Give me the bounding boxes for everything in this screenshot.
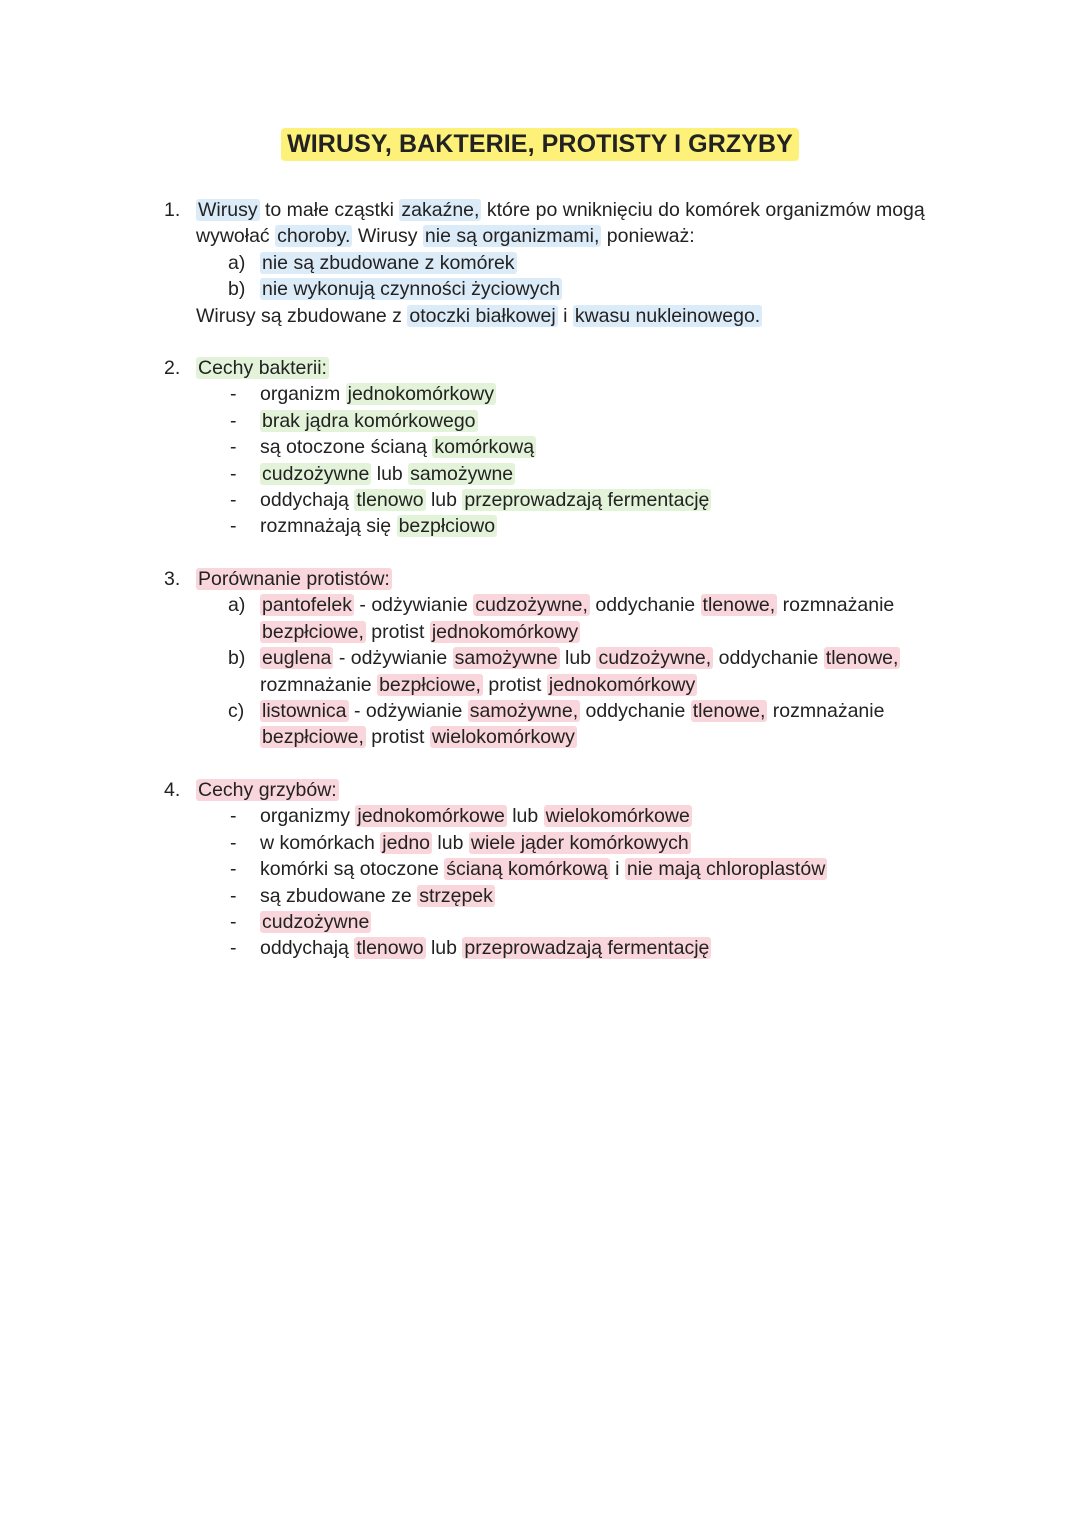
highlighted-term: tlenowe,: [692, 700, 766, 722]
highlighted-term: jednokomórkowy: [431, 621, 579, 643]
section-number: 3.: [164, 568, 181, 590]
highlighted-term: samożywne: [410, 463, 514, 485]
text-line: [260, 856, 827, 882]
text-segment: lub: [425, 489, 463, 511]
highlighted-term: pantofelek: [262, 594, 352, 616]
text-segment: lub: [559, 647, 597, 669]
text-line: [260, 592, 894, 618]
bullet-dash: -: [230, 410, 237, 432]
text-segment: organizmy: [260, 805, 356, 827]
text-line: [260, 724, 577, 750]
text-line: [196, 223, 695, 249]
text-line: [260, 909, 371, 935]
text-segment: oddychanie: [589, 594, 701, 616]
highlighted-term: zakaźne,: [401, 199, 480, 221]
highlighted-term: choroby.: [277, 225, 351, 247]
highlighted-term: Cechy bakterii:: [198, 357, 327, 379]
text-line: [260, 434, 536, 460]
highlighted-term: Wirusy: [198, 199, 258, 221]
text-line: [260, 461, 515, 487]
text-segment: rozmnażanie: [260, 674, 378, 696]
text-line: [196, 303, 762, 329]
list-marker: b): [228, 278, 246, 300]
text-line: [260, 276, 562, 302]
highlighted-term: Cechy grzybów:: [198, 779, 337, 801]
text-line: [260, 803, 692, 829]
text-segment: które po wniknięciu do komórek organizmów mogą: [481, 199, 925, 221]
text-segment: oddychanie: [580, 700, 691, 722]
highlighted-term: jednokomórkowy: [548, 674, 696, 696]
bullet-dash: -: [230, 463, 237, 485]
text-line: [260, 830, 691, 856]
highlighted-term: tlenowe,: [702, 594, 776, 616]
text-line: [260, 381, 496, 407]
highlighted-term: bezpłciowe,: [262, 726, 364, 748]
highlighted-term: wiele jąder komórkowych: [470, 832, 689, 854]
highlighted-term: cudzożywne,: [475, 594, 588, 616]
text-segment: Wirusy: [352, 225, 423, 247]
text-segment: - odżywianie: [333, 647, 453, 669]
highlighted-term: nie są organizmami,: [424, 225, 600, 247]
highlighted-term: tlenowo: [356, 489, 424, 511]
text-line: [260, 619, 580, 645]
text-segment: i: [557, 305, 573, 327]
text-segment: - odżywianie: [354, 594, 474, 616]
highlighted-term: listownica: [262, 700, 347, 722]
highlighted-term: wielokomórkowe: [545, 805, 690, 827]
section-number: 2.: [164, 357, 181, 379]
text-segment: są zbudowane ze: [260, 885, 418, 907]
section-number: 4.: [164, 779, 181, 801]
highlighted-term: samożywne: [454, 647, 558, 669]
text-segment: oddychanie: [713, 647, 824, 669]
text-line: [260, 883, 495, 909]
text-line: [260, 487, 711, 513]
bullet-dash: -: [230, 436, 237, 458]
bullet-dash: -: [230, 911, 237, 933]
text-segment: rozmnażają się: [260, 515, 397, 537]
text-line: [260, 408, 478, 434]
text-segment: są otoczone ścianą: [260, 436, 433, 458]
list-marker: a): [228, 252, 246, 274]
section-number: 1.: [164, 199, 181, 221]
text-line: [260, 935, 711, 961]
bullet-dash: -: [230, 832, 237, 854]
highlighted-term: nie mają chloroplastów: [626, 858, 826, 880]
highlighted-term: przeprowadzają fermentację: [464, 489, 710, 511]
highlighted-term: jedno: [382, 832, 431, 854]
highlighted-term: strzępek: [419, 885, 493, 907]
bullet-dash: -: [230, 858, 237, 880]
text-segment: - odżywianie: [348, 700, 468, 722]
text-segment: protist: [365, 726, 430, 748]
highlighted-term: bezpłciowe,: [379, 674, 481, 696]
text-segment: lub: [506, 805, 544, 827]
highlighted-term: samożywne,: [469, 700, 579, 722]
highlighted-term: bezpłciowo: [398, 515, 496, 537]
text-segment: lub: [371, 463, 409, 485]
highlighted-term: cudzożywne: [262, 463, 370, 485]
highlighted-term: nie wykonują czynności życiowych: [262, 278, 561, 300]
document-title: WIRUSY, BAKTERIE, PROTISTY I GRZYBY: [281, 128, 799, 161]
text-segment: protist: [482, 674, 547, 696]
text-line: [260, 698, 884, 724]
highlighted-term: jednokomórkowy: [347, 383, 494, 405]
highlighted-term: euglena: [262, 647, 332, 669]
highlighted-term: przeprowadzają fermentację: [464, 937, 710, 959]
highlighted-term: ścianą komórkową: [446, 858, 608, 880]
bullet-dash: -: [230, 515, 237, 537]
text-segment: w komórkach: [260, 832, 381, 854]
highlighted-term: Porównanie protistów:: [198, 568, 390, 590]
text-segment: rozmnażanie: [777, 594, 895, 616]
highlighted-term: tlenowo: [356, 937, 424, 959]
bullet-dash: -: [230, 383, 237, 405]
text-segment: oddychają: [260, 489, 355, 511]
list-marker: c): [228, 700, 245, 722]
text-segment: lub: [432, 832, 469, 854]
text-line: [196, 355, 329, 381]
text-line: [260, 250, 517, 276]
text-line: [196, 777, 339, 803]
text-line: [196, 197, 925, 223]
text-segment: ponieważ:: [601, 225, 695, 247]
text-segment: wywołać: [196, 225, 276, 247]
highlighted-term: tlenowe,: [825, 647, 899, 669]
text-segment: rozmnażanie: [767, 700, 885, 722]
text-line: [260, 645, 900, 671]
list-marker: a): [228, 594, 246, 616]
text-segment: protist: [365, 621, 430, 643]
bullet-dash: -: [230, 885, 237, 907]
text-segment: organizm: [260, 383, 346, 405]
bullet-dash: -: [230, 937, 237, 959]
highlighted-term: otoczki białkowej: [409, 305, 556, 327]
highlighted-term: cudzożywne,: [598, 647, 712, 669]
text-segment: oddychają: [260, 937, 355, 959]
highlighted-term: kwasu nukleinowego.: [574, 305, 761, 327]
highlighted-term: cudzożywne: [262, 911, 370, 933]
text-line: [260, 672, 697, 698]
highlighted-term: brak jądra komórkowego: [262, 410, 476, 432]
highlighted-term: nie są zbudowane z komórek: [262, 252, 515, 274]
highlighted-term: komórkową: [434, 436, 535, 458]
text-segment: Wirusy są zbudowane z: [196, 305, 408, 327]
text-line: [260, 513, 497, 539]
highlighted-term: wielokomórkowy: [431, 726, 575, 748]
highlighted-term: bezpłciowe,: [262, 621, 364, 643]
title-row: [0, 128, 1080, 161]
text-segment: lub: [425, 937, 463, 959]
bullet-dash: -: [230, 489, 237, 511]
bullet-dash: -: [230, 805, 237, 827]
list-marker: b): [228, 647, 246, 669]
text-segment: komórki są otoczone: [260, 858, 445, 880]
highlighted-term: jednokomórkowe: [357, 805, 505, 827]
text-segment: i: [609, 858, 625, 880]
text-line: [196, 566, 392, 592]
text-segment: to małe cząstki: [259, 199, 400, 221]
